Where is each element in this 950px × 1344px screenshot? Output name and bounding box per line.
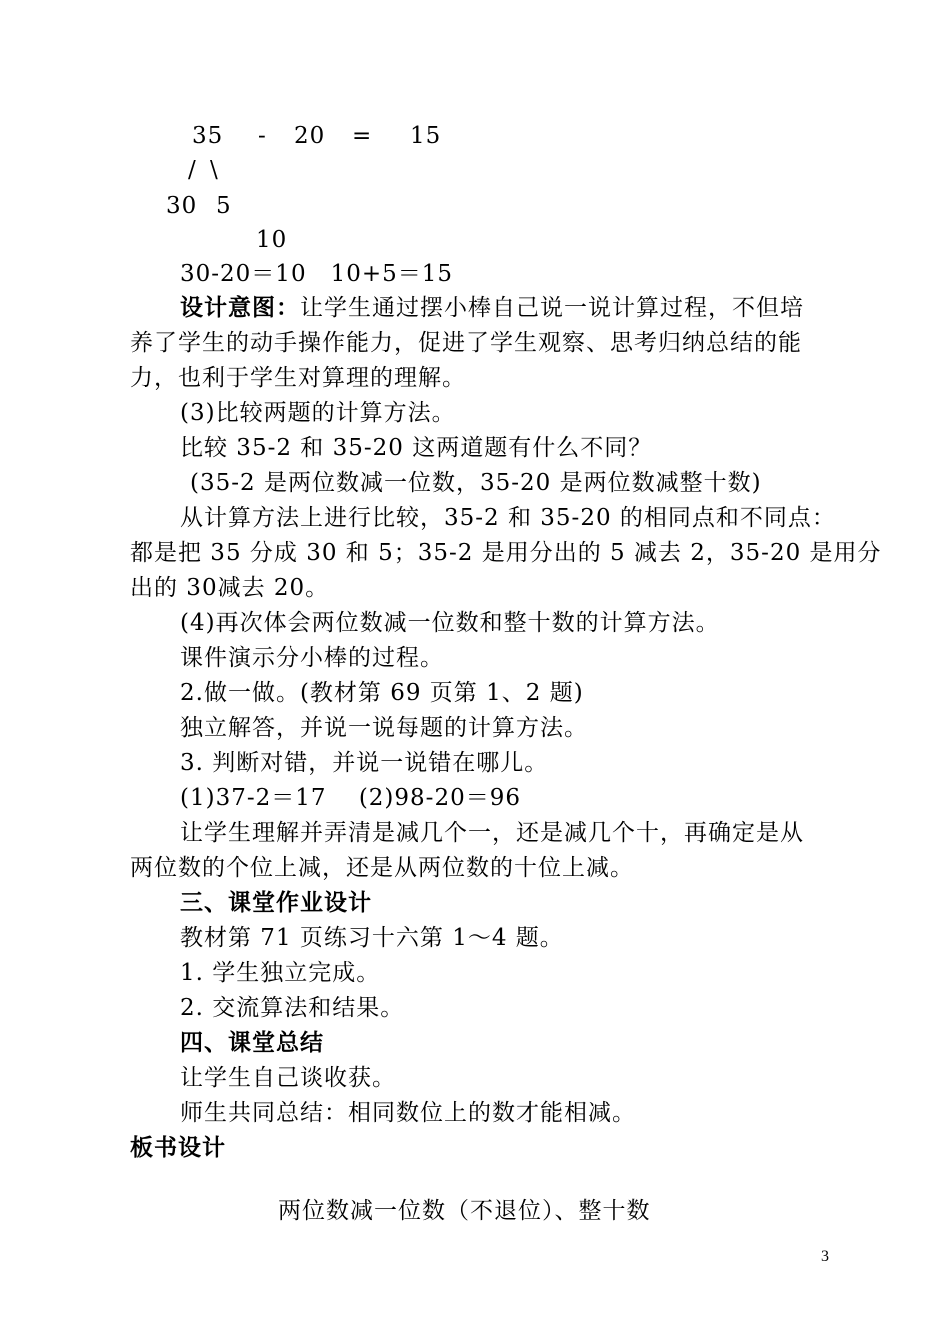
homework-item-1: 1. 学生独立完成。 bbox=[180, 960, 381, 986]
practice-title: 2.做一做。(教材第 69 页第 1、2 题) bbox=[180, 680, 584, 706]
judge-items: (1)37-2＝17 (2)98-20＝96 bbox=[180, 785, 521, 811]
equation-equals: = bbox=[352, 123, 373, 149]
split-part-b: 5 bbox=[216, 193, 232, 219]
judge-body-2: 两位数的个位上减，还是从两位数的十位上减。 bbox=[130, 855, 634, 881]
board-design-heading: 板书设计 bbox=[130, 1135, 226, 1161]
design-intent-text: 让学生通过摆小棒自己说一说计算过程，不但培 bbox=[300, 295, 804, 321]
design-intent-line-1 bbox=[180, 292, 804, 324]
judge-body-1: 让学生理解并弄清是减几个一，还是减几个十，再确定是从 bbox=[180, 820, 804, 846]
equation-operand-b: 20 bbox=[294, 123, 326, 149]
experience-title: (4)再次体会两位数减一位数和整十数的计算方法。 bbox=[180, 610, 720, 636]
summary-text-1: 让学生自己谈收获。 bbox=[180, 1065, 396, 1091]
design-intent-label: 设计意图： bbox=[180, 295, 300, 321]
section-homework-heading: 三、课堂作业设计 bbox=[180, 890, 372, 916]
homework-text: 教材第 71 页练习十六第 1～4 题。 bbox=[180, 925, 564, 951]
design-intent-line-2: 养了学生的动手操作能力，促进了学生观察、思考归纳总结的能 bbox=[130, 330, 802, 356]
equation-result: 15 bbox=[410, 123, 442, 149]
summary-text-2: 师生共同总结：相同数位上的数才能相减。 bbox=[180, 1100, 636, 1126]
compare-body-2: 都是把 35 分成 30 和 5；35-2 是用分出的 5 减去 2，35-20 是用分 bbox=[130, 540, 882, 566]
calculation-steps: 30-20＝10 10+5＝15 bbox=[180, 261, 454, 287]
intermediate-ten: 10 bbox=[256, 227, 288, 253]
equation-minus: - bbox=[258, 123, 267, 149]
judge-title: 3. 判断对错，并说一说错在哪儿。 bbox=[180, 750, 549, 776]
compare-body-1: 从计算方法上进行比较，35-2 和 35-20 的相同点和不同点： bbox=[180, 505, 836, 531]
compare-answer: (35-2 是两位数减一位数，35-20 是两位数减整十数) bbox=[190, 470, 762, 496]
courseware-demo: 课件演示分小棒的过程。 bbox=[180, 645, 444, 671]
page-number: 3 bbox=[821, 1248, 829, 1265]
board-title: 两位数减一位数（不退位）、整十数 bbox=[278, 1198, 651, 1224]
design-intent-line-3: 力，也利于学生对算理的理解。 bbox=[130, 365, 466, 391]
compare-body-3: 出的 30减去 20。 bbox=[130, 575, 330, 601]
compare-question: 比较 35-2 和 35-20 这两道题有什么不同？ bbox=[180, 435, 653, 461]
homework-item-2: 2. 交流算法和结果。 bbox=[180, 995, 405, 1021]
split-part-a: 30 bbox=[166, 193, 198, 219]
section-summary-heading: 四、课堂总结 bbox=[180, 1030, 324, 1056]
split-branch-left: / bbox=[188, 157, 197, 183]
practice-body: 独立解答，并说一说每题的计算方法。 bbox=[180, 715, 588, 741]
equation-operand-a: 35 bbox=[192, 123, 224, 149]
split-branch-right: \ bbox=[210, 157, 219, 183]
compare-title: (3)比较两题的计算方法。 bbox=[180, 400, 456, 426]
